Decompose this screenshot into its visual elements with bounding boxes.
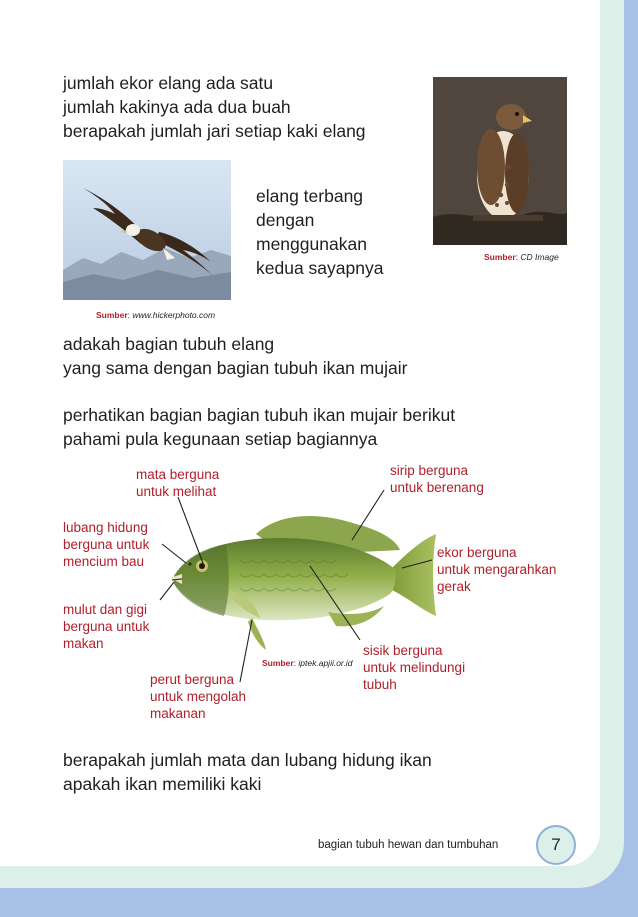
source-fish: Sumber: iptek.apjii.or.id (262, 658, 353, 668)
label-lubang-line-1: lubang hidung (63, 520, 148, 535)
chapter-title: bagian tubuh hewan dan tumbuhan (318, 839, 499, 851)
label-perut-line-2: untuk mengolah (150, 689, 247, 704)
eagle-caption-line-4: kedua sayapnya (256, 258, 384, 278)
label-mata-line-2: untuk melihat (136, 484, 217, 499)
question1-line-1: adakah bagian tubuh elang (63, 334, 275, 354)
label-ekor-line-1: ekor berguna (437, 545, 517, 560)
label-lubang-line-3: mencium bau (63, 554, 145, 569)
label-mulut-line-2: berguna untuk (63, 619, 150, 634)
question1-line-2: yang sama dengan bagian tubuh ikan mujair (63, 358, 408, 378)
label-ekor-line-3: gerak (437, 579, 471, 594)
label-lubang-line-2: berguna untuk (63, 537, 150, 552)
question2-line-1: berapakah jumlah mata dan lubang hidung ikan (63, 750, 432, 770)
page-number-badge: 7 (536, 825, 576, 865)
instruction-line-2: pahami pula kegunaan setiap bagiannya (63, 429, 378, 449)
label-sisik-line-2: untuk melindungi (363, 660, 466, 675)
label-sisik-line-1: sisik berguna (363, 643, 443, 658)
label-perut-line-3: makanan (150, 706, 206, 721)
instruction-line-1: perhatikan bagian bagian tubuh ikan mujair berikut (63, 405, 456, 425)
intro-line-1: jumlah ekor elang ada satu (63, 73, 274, 93)
label-ekor-line-2: untuk mengarahkan (437, 562, 557, 577)
source-perched-eagle: Sumber: CD Image (484, 252, 559, 262)
intro-line-3: berapakah jumlah jari setiap kaki elang (63, 121, 366, 141)
source-flying-eagle: Sumber: www.hickerphoto.com (96, 310, 216, 320)
label-sirip-line-1: sirip berguna (390, 463, 469, 478)
label-mata-line-1: mata berguna (136, 467, 220, 482)
label-mulut-line-3: makan (63, 636, 104, 651)
eagle-caption-line-3: menggunakan (256, 234, 367, 254)
label-sirip-line-2: untuk berenang (390, 480, 484, 495)
intro-line-2: jumlah kakinya ada dua buah (63, 97, 291, 117)
label-mulut-line-1: mulut dan gigi (63, 602, 148, 617)
eagle-caption-line-2: dengan (256, 210, 315, 230)
question2-line-2: apakah ikan memiliki kaki (63, 774, 262, 794)
label-sisik-line-3: tubuh (363, 677, 397, 692)
label-perut-line-1: perut berguna (150, 672, 235, 687)
eagle-caption-line-1: elang terbang (256, 186, 364, 206)
